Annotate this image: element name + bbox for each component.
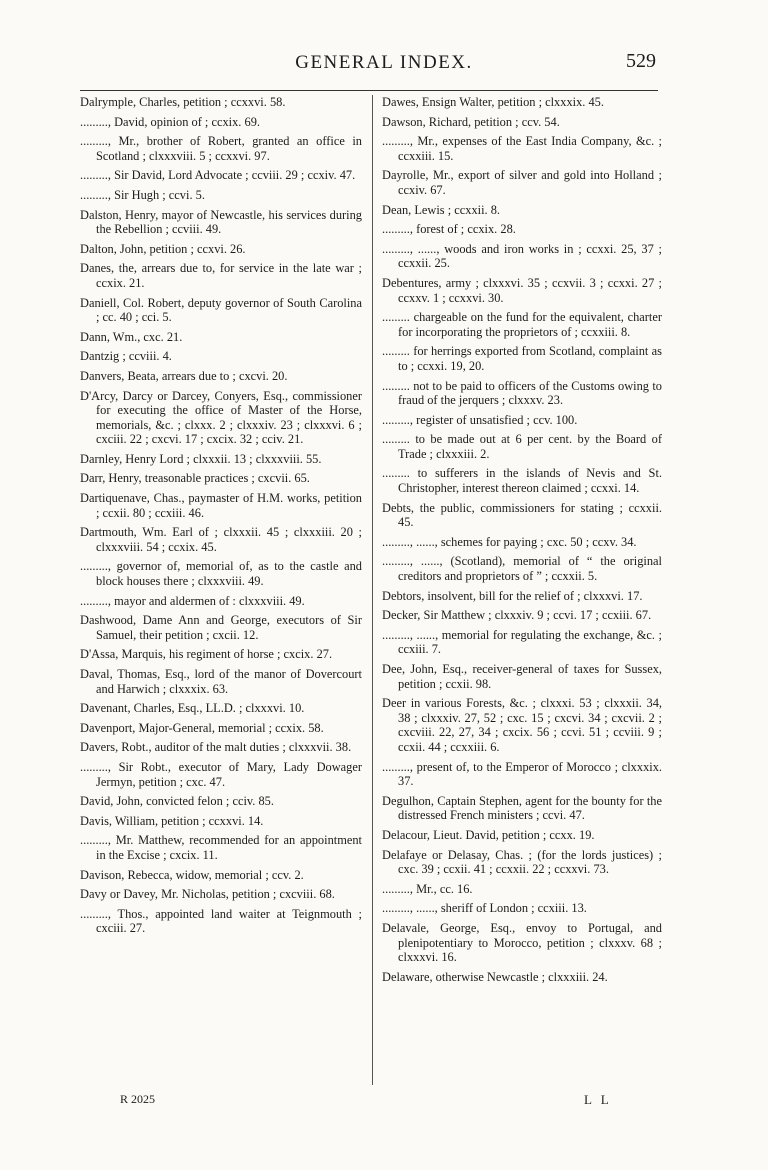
index-entry: Darnley, Henry Lord ; clxxxii. 13 ; clxxxviii. 55. xyxy=(80,451,322,466)
index-entry: Davers, Robt., auditor of the malt duties ; clxxxvii. 38. xyxy=(80,740,352,755)
index-entry: Dawes, Ensign Walter, petition ; clxxxix. 45. xyxy=(382,95,604,109)
index-entry: Dayrolle, Mr., export of silver and gold into Holland ; ccxiv. 67. xyxy=(382,168,662,197)
index-entry: Delaware, otherwise Newcastle ; clxxxiii. 24. xyxy=(382,969,608,984)
index-entry: Davis, William, petition ; ccxxvi. 14. xyxy=(80,813,264,828)
index-entry: ......... to be made out at 6 per cent. by the Board of Trade ; clxxxiii. 2. xyxy=(382,432,662,461)
gathering-mark: L L xyxy=(584,1092,612,1107)
index-entry: ........., Mr. Matthew, recommended for an appointment in the Excise ; cxcix. 11. xyxy=(80,833,362,862)
index-entry: Dean, Lewis ; ccxxii. 8. xyxy=(382,202,501,217)
index-entry: ......... not to be paid to officers of the Customs owing to fraud of the jerquers ; clxxxv. 23. xyxy=(382,378,662,408)
index-entry: Dee, John, Esq., receiver-general of taxes for Sussex, petition ; ccxii. 98. xyxy=(382,662,662,691)
index-entry: Degulhon, Captain Stephen, agent for the bounty for the distressed French ministers ; ccvi. 47. xyxy=(382,793,662,823)
index-entry: Debts, the public, commissioners for stating ; ccxxii. 45. xyxy=(382,500,662,530)
index-entry: ........., Sir Robt., executor of Mary, Lady Dowager Jermyn, petition ; cxc. 47. xyxy=(80,759,362,789)
page-number: 529 xyxy=(626,50,656,72)
index-entry: Debtors, insolvent, bill for the relief of ; clxxxvi. 17. xyxy=(382,588,643,603)
index-entry: ........., Mr., expenses of the East India Company, &c. ; ccxxiii. 15. xyxy=(382,134,662,163)
index-entry: ........., Mr., cc. 16. xyxy=(382,881,473,896)
index-entry: Dalrymple, Charles, petition ; ccxxvi. 58. xyxy=(80,95,286,109)
index-entry: ........., ......, sheriff of London ; ccxiii. 13. xyxy=(382,901,587,916)
index-entry: Danes, the, arrears due to, for service in the late war ; ccxix. 21. xyxy=(80,261,362,290)
index-entry: Danvers, Beata, arrears due to ; cxcvi. 20. xyxy=(80,368,288,383)
index-entry: Delafaye or Delasay, Chas. ; (for the lords justices) ; cxc. 39 ; ccxii. 41 ; ccxxii. 22 ; ccxxvi. 73. xyxy=(382,847,662,877)
index-entry: ........., ......, memorial for regulating the exchange, &c. ; ccxiii. 7. xyxy=(382,627,662,657)
column-divider xyxy=(372,95,373,1085)
index-entry: ......... to sufferers in the islands of Nevis and St. Christopher, interest thereon claimed ; ccxxi. 14. xyxy=(382,466,662,496)
index-entry: ........., ......, schemes for paying ; cxc. 50 ; ccxv. 34. xyxy=(382,534,637,549)
index-entry: Dashwood, Dame Ann and George, executors of Sir Samuel, their petition ; cxcii. 12. xyxy=(80,613,362,642)
index-column-left xyxy=(80,95,362,941)
index-entry: Davenant, Charles, Esq., LL.D. ; clxxxvi. 10. xyxy=(80,701,305,716)
index-entry: ........., governor of, memorial of, as to the castle and block houses there ; clxxxviii. 49. xyxy=(80,559,362,589)
index-entry: Darr, Henry, treasonable practices ; cxcvii. 65. xyxy=(80,471,310,486)
printer-signature: R 2025 xyxy=(120,1092,156,1106)
index-entry: ........., Sir David, Lord Advocate ; ccviii. 29 ; ccxiv. 47. xyxy=(80,168,356,183)
index-entry: Dawson, Richard, petition ; ccv. 54. xyxy=(382,114,560,129)
index-entry: Dann, Wm., cxc. 21. xyxy=(80,329,183,344)
index-entry: Delacour, Lieut. David, petition ; ccxx. 19. xyxy=(382,827,595,842)
index-entry: ........., ......, (Scotland), memorial of “ the original creditors and proprietors of ” ; ccxxii. 5. xyxy=(382,554,662,584)
index-entry: Dalton, John, petition ; ccxvi. 26. xyxy=(80,241,246,256)
index-entry: Davenport, Major-General, memorial ; ccxix. 58. xyxy=(80,720,324,735)
index-entry: Davy or Davey, Mr. Nicholas, petition ; cxcviii. 68. xyxy=(80,887,335,902)
index-entry: Delavale, George, Esq., envoy to Portugal, and plenipotentiary to Morocco, petition ; clxxxv. 68 ; clxxxvi. 16. xyxy=(382,920,662,965)
header-rule xyxy=(80,90,658,91)
index-entry: D'Assa, Marquis, his regiment of horse ; cxcix. 27. xyxy=(80,647,333,662)
page-header xyxy=(0,52,768,82)
index-entry: Deer in various Forests, &c. ; clxxxi. 53 ; clxxxii. 34, 38 ; clxxxiv. 27, 52 ; cxc. 15 ; cxcvi. 34 ; cxcvii. 2 ; cxcviii. 22, 27, 34 ; cxcix. 56 ; ccvi. 51 ; ccviii. 9 ; ccxii. 44 ; ccxxiii. 6. xyxy=(382,696,662,754)
index-entry: Daniell, Col. Robert, deputy governor of South Carolina ; cc. 40 ; cci. 5. xyxy=(80,295,362,325)
index-entry: Davison, Rebecca, widow, memorial ; ccv. 2. xyxy=(80,867,304,882)
index-entry: ........., ......, woods and iron works in ; ccxxi. 25, 37 ; ccxxii. 25. xyxy=(382,241,662,271)
index-entry: Debentures, army ; clxxxvi. 35 ; ccxvii. 3 ; ccxxi. 27 ; ccxxv. 1 ; ccxxvi. 30. xyxy=(382,275,662,305)
index-entry: ........., forest of ; ccxix. 28. xyxy=(382,222,516,237)
index-entry: ........., register of unsatisfied ; ccv. 100. xyxy=(382,412,578,427)
index-entry: Dartiquenave, Chas., paymaster of H.M. works, petition ; ccxii. 80 ; ccxiii. 46. xyxy=(80,491,362,520)
running-title: GENERAL INDEX. xyxy=(295,52,473,73)
page-footer xyxy=(0,1092,768,1112)
index-column-right xyxy=(382,95,662,989)
index-entry: ........., Mr., brother of Robert, granted an office in Scotland ; clxxxviii. 5 ; ccxxvi. 97. xyxy=(80,134,362,163)
index-entry: Dantzig ; ccviii. 4. xyxy=(80,349,172,364)
index-entry: Decker, Sir Matthew ; clxxxiv. 9 ; ccvi. 17 ; ccxiii. 67. xyxy=(382,608,652,623)
index-entry: Dalston, Henry, mayor of Newcastle, his services during the Rebellion ; ccviii. 49. xyxy=(80,207,362,237)
index-entry: David, John, convicted felon ; cciv. 85. xyxy=(80,794,274,809)
index-entry: ........., mayor and aldermen of : clxxxviii. 49. xyxy=(80,593,305,608)
index-entry: ........., present of, to the Emperor of Morocco ; clxxxix. 37. xyxy=(382,759,662,789)
index-entry: ........., Sir Hugh ; ccvi. 5. xyxy=(80,187,205,202)
index-entry: ......... chargeable on the fund for the equivalent, charter for incorporating the proprietors of ; ccxxiii. 8. xyxy=(382,310,662,339)
index-entry: Daval, Thomas, Esq., lord of the manor of Dovercourt and Harwich ; clxxxix. 63. xyxy=(80,667,362,696)
index-entry: ........., David, opinion of ; ccxix. 69. xyxy=(80,114,260,129)
index-entry: Dartmouth, Wm. Earl of ; clxxxii. 45 ; clxxxiii. 20 ; clxxxviii. 54 ; ccxix. 45. xyxy=(80,525,362,554)
index-entry: ........., Thos., appointed land waiter at Teignmouth ; cxciii. 27. xyxy=(80,906,362,936)
index-entry: D'Arcy, Darcy or Darcey, Conyers, Esq., commissioner for executing the office of Master of the Horse, memorials, &c. ; clxxx. 2 ; clxxxiv. 23 ; clxxxvi. 6 ; cxciii. 22 ; cxcvi. 17 ; cxcix. 32 ; cciv. 21. xyxy=(80,388,362,447)
index-entry: ......... for herrings exported from Scotland, complaint as to ; ccxxi. 19, 20. xyxy=(382,344,662,373)
